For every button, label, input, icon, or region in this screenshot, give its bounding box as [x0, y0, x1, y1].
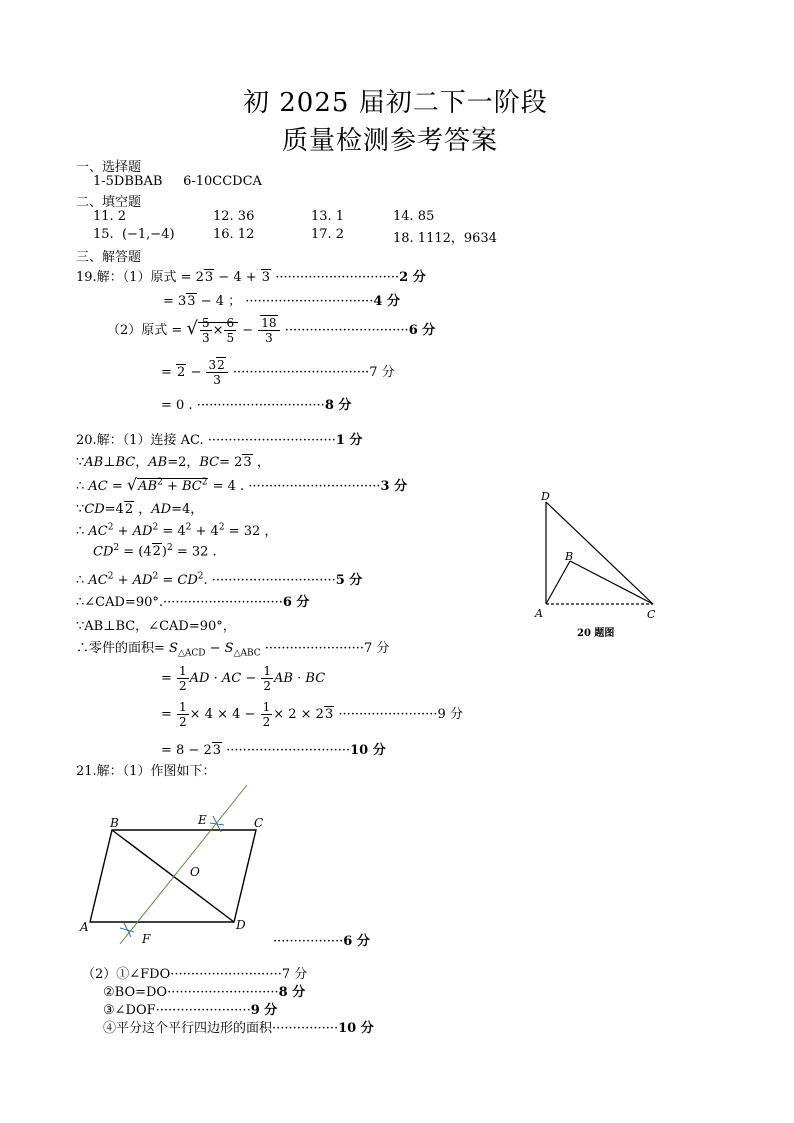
score: 3 分 [380, 479, 408, 494]
answer-text: ②BO=DO [103, 985, 168, 1000]
q21-figure [76, 782, 266, 952]
q20-line-9: ∵AB⊥BC，∠CAD=90°， [76, 619, 236, 634]
q20-line-2: ∵AB⊥BC，AB=2，BC= 23 ， [76, 455, 270, 470]
score: 8 分 [324, 398, 352, 413]
score: 1 分 [335, 433, 363, 448]
q20-label: 20.解：（1）连接 AC. [76, 433, 204, 448]
dot-leader: ························ [264, 641, 364, 656]
point-label-b: B [565, 550, 574, 563]
q19-line-1 [76, 266, 426, 285]
fill-answer: 17. 2 [311, 227, 345, 242]
q20-line-10: ∴零件的面积= $S_{\triangle ACD} - S_{\triangle ABC} \cdot\cdot\cdot\cdot\cdot\cdot\cdot\cdot\cdot\cdot\cdot\cdot\cdot\cdot\cdot\cdot\cdot\cdot\cdot\cdot\cdot\cdot\cdot\cdot 7$ 分 [76, 641, 390, 659]
diagonal-bd [112, 830, 234, 922]
score: 7 分 [281, 967, 308, 982]
q20-line-13: = 8 − 23 ······························10 分 [161, 743, 386, 758]
answer-text: ③∠DOF [103, 1003, 156, 1018]
q19-line-2 [163, 290, 400, 309]
score: 10 分 [338, 1021, 374, 1036]
score: 7 分 [363, 641, 390, 656]
score: 9 分 [437, 707, 463, 722]
fill-answer: 16. 12 [213, 227, 255, 242]
score: 7 分 [369, 365, 395, 380]
fill-answer: 13. 1 [311, 209, 345, 224]
dot-leader: ······························ [275, 270, 400, 285]
q20-line-6: $CD^2 = (42)^2 = 32$ . [93, 543, 217, 560]
dot-leader: ······························· [245, 294, 374, 309]
section-choice-heading: 一、选择题 [76, 160, 142, 175]
dot-leader: ······························ [226, 743, 351, 758]
fill-answer: 15. (−1,−4) [93, 227, 175, 242]
q21-part2-line-3 [103, 999, 277, 1018]
score: 10 分 [350, 743, 386, 758]
math-expression: = 23 − 4 + 3 [180, 270, 271, 285]
q20-line-7: ∴ $AC^2 + AD^2 = CD^2$. ······························5 分 [76, 571, 363, 588]
math-expression: = 2 − $\frac{32}{3}$ [161, 365, 229, 380]
dot-leader: ····························· [163, 595, 283, 610]
fill-answer: 18. 1112，9634 [393, 231, 497, 246]
dot-leader: ························ [338, 707, 438, 722]
q20-line-3: ∴ AC = $√AB^2 + BC^2 = 4$ . ································3 分 [76, 475, 408, 494]
q21-part2-line-1 [82, 963, 307, 982]
q20-figure [530, 488, 670, 648]
dot-leader: ································ [248, 479, 381, 494]
dot-leader: ······························· [196, 398, 325, 413]
q19-label: 19.解：（1）原式 [76, 270, 177, 285]
math-expression: ∴∠CAD=90°. [76, 595, 163, 610]
choice-answers: 1-5DBBAB 6-10CCDCA [93, 174, 262, 189]
q20-line-12: = $\frac{1}{2}$ × 4 × 4 − $\frac{1}{2}$ × 2 × 23 ························9 分 [161, 700, 463, 729]
math-expression: = 33 − 4 ； [163, 294, 242, 309]
section-fill-heading: 二、填空题 [76, 195, 142, 210]
point-label-e: E [198, 813, 207, 827]
point-label-f: F [142, 932, 151, 946]
score: 6 分 [282, 595, 310, 610]
math-expression: = √ $\frac{5}{3}$ × $\frac{6}{5}$ − $\frac{18}{3}$ [167, 323, 280, 338]
point-label-a: A [80, 920, 89, 934]
score: 2 分 [399, 270, 426, 285]
q21-part2-line-2 [103, 981, 305, 1000]
dot-leader: ······························· [207, 433, 336, 448]
score: 9 分 [250, 1003, 278, 1018]
score: 4 分 [373, 294, 400, 309]
q19-line-3 [107, 316, 435, 345]
score: 8 分 [278, 985, 306, 1000]
dot-leader: ································· [232, 365, 370, 380]
q20-line-4: ∵CD=42 ，AD=4， [76, 502, 204, 517]
score: 6 分 [408, 323, 436, 338]
point-label-o: O [190, 865, 200, 879]
dot-leader: ······························ [284, 323, 409, 338]
dot-leader: ······················· [155, 1003, 251, 1018]
segment-dc [546, 502, 653, 604]
point-label-b: B [110, 816, 119, 830]
score: 6 分 [343, 934, 370, 949]
q20-line-11: = $\frac{1}{2}$ AD · AC − $\frac{1}{2}$ AB · BC [161, 664, 326, 693]
q20-line-5: ∴ $AC^2 + AD^2 = 4^2 + 4^2 = 32$ ， [76, 522, 278, 539]
score: 5 分 [335, 573, 363, 588]
answer-text: ④平分这个平行四边形的面积 [103, 1021, 273, 1036]
dot-leader: ······························ [211, 573, 336, 588]
perpendicular-bisector [120, 785, 247, 944]
dot-leader: ··························· [167, 985, 279, 1000]
q19-line-5 [161, 394, 351, 413]
fill-answer: 14. 85 [393, 209, 435, 224]
point-label-c: C [647, 608, 656, 621]
q19-part2-label: （2）原式 [107, 323, 168, 338]
point-label-a: A [535, 607, 543, 620]
point-label-d: D [236, 918, 246, 932]
answer-text: （2）①∠FDO [82, 967, 171, 982]
point-label-d: D [541, 490, 550, 503]
q20-line-1 [76, 429, 362, 448]
fill-answer: 11. 2 [93, 209, 127, 224]
title-line-2: 质量检测参考答案 [282, 126, 499, 156]
point-label-c: C [254, 816, 264, 830]
segment-ab [546, 561, 570, 604]
q21-part2-line-4 [103, 1017, 374, 1036]
dot-leader: ················ [272, 1021, 339, 1036]
dot-leader: ················· [273, 934, 344, 949]
q21-score-line [273, 930, 370, 949]
q19-line-4 [161, 358, 395, 387]
q20-line-8 [76, 591, 309, 610]
math-expression: = 0 . [161, 398, 193, 413]
section-solve-heading: 三、解答题 [76, 250, 142, 265]
area-label: ∴零件的面积= [76, 641, 165, 656]
segment-bc [570, 561, 653, 604]
q21-line-1: 21.解：（1）作图如下： [76, 764, 216, 779]
title-line-1: 初 2025 届初二下一阶段 [243, 88, 548, 118]
dot-leader: ··························· [170, 967, 282, 982]
fill-answer: 12. 36 [213, 209, 255, 224]
figure-caption: 20 题图 [577, 628, 615, 639]
